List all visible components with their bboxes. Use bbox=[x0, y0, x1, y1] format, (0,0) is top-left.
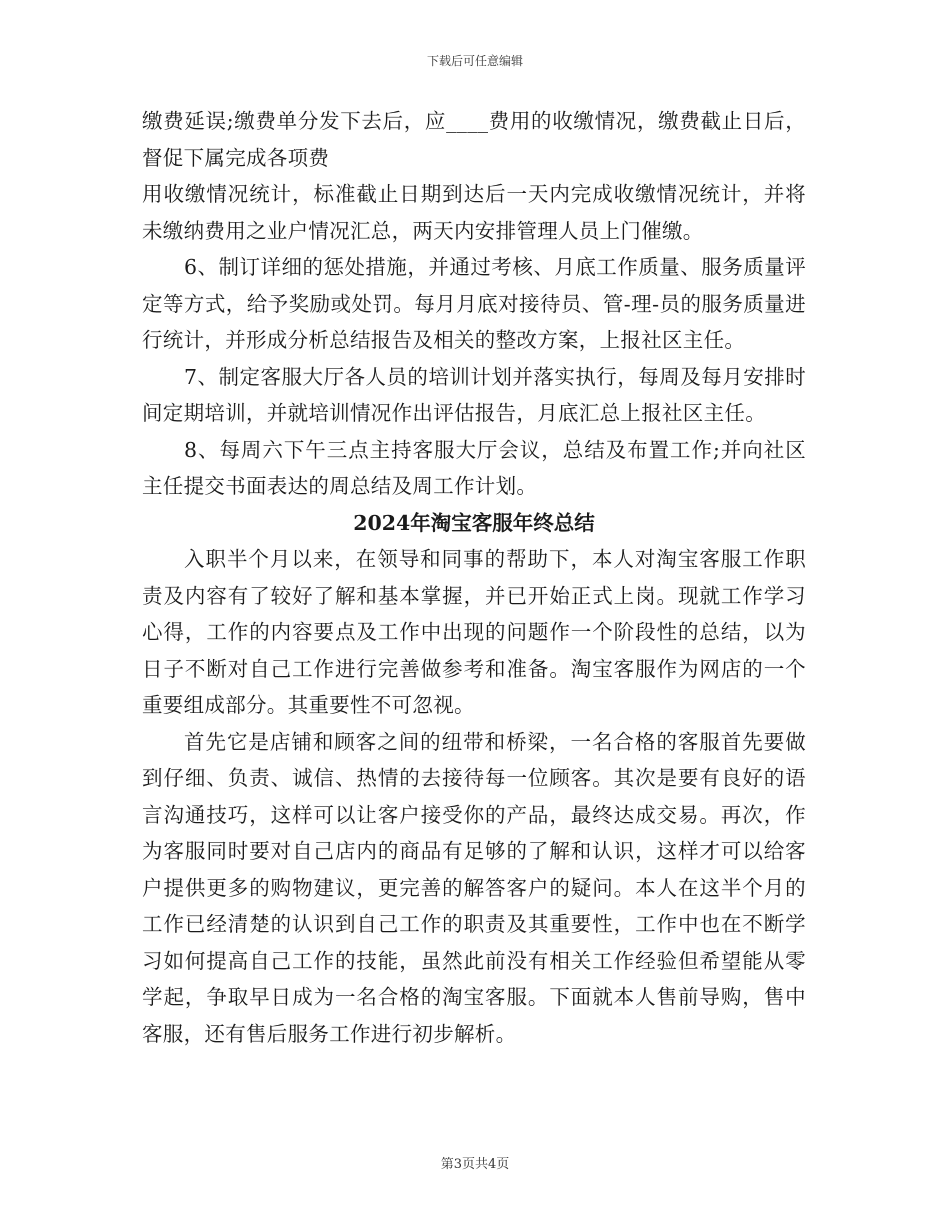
paragraph-item-8: 8、每周六下午三点主持客服大厅会议，总结及布置工作;并向社区主任提交书面表达的周总结及周工作计划。 bbox=[142, 437, 806, 498]
section-title: 2024年淘宝客服年终总结 bbox=[353, 510, 595, 535]
paragraph-intro: 入职半个月以来，在领导和同事的帮助下，本人对淘宝客服工作职责及内容有了较好了解和基本掌握，并已开始正式上岗。现就工作学习心得，工作的内容要点及工作中出现的问题作一个阶段性的总结，以为日子不断对自己工作进行完善做参考和准备。淘宝客服作为网店的一个重要组成部分。其重要性不可忽视。 bbox=[142, 547, 806, 717]
page-header-note: 下载后可任意编辑 bbox=[426, 54, 523, 68]
paragraph-role: 首先它是店铺和顾客之间的纽带和桥梁，一名合格的客服首先要做到仔细、负责、诚信、热情的去接待每一位顾客。其次是要有良好的语言沟通技巧，这样可以让客户接受你的产品，最终达成交易。再次，作为客服同时要对自己店内的商品有足够的了解和认识，这样才可以给客户提供更多的购物建议，更完善的解答客户的疑问。本人在这半个月的工作已经清楚的认识到自己工作的职责及其重要性，工作中也在不断学习如何提高自己工作的技能，虽然此前没有相关工作经验但希望能从零学起，争取早日成为一名合格的淘宝客服。下面就本人售前导购，售中客服，还有售后服务工作进行初步解析。 bbox=[142, 729, 806, 1046]
paragraph-item-6: 6、制订详细的惩处措施，并通过考核、月底工作质量、服务质量评定等方式，给予奖励或处罚。每月月底对接待员、管-理-员的服务质量进行统计，并形成分析总结报告及相关的整改方案，上报社区主任。 bbox=[142, 255, 806, 352]
page-number: 第3页共4页 bbox=[440, 1157, 510, 1172]
paragraph-item-7: 7、制定客服大厅各人员的培训计划并落实执行，每周及每月安排时间定期培训，并就培训情况作出评估报告，月底汇总上报社区主任。 bbox=[142, 364, 806, 425]
paragraph-fee-statistics: 用收缴情况统计，标准截止日期到达后一天内完成收缴情况统计，并将未缴纳费用之业户情况汇总，两天内安排管理人员上门催缴。 bbox=[142, 182, 806, 243]
paragraph-fee-delay: 缴费延误;缴费单分发下去后，应____费用的收缴情况，缴费截止日后，督促下属完成各项费 bbox=[142, 109, 806, 170]
document-body bbox=[142, 103, 806, 1052]
